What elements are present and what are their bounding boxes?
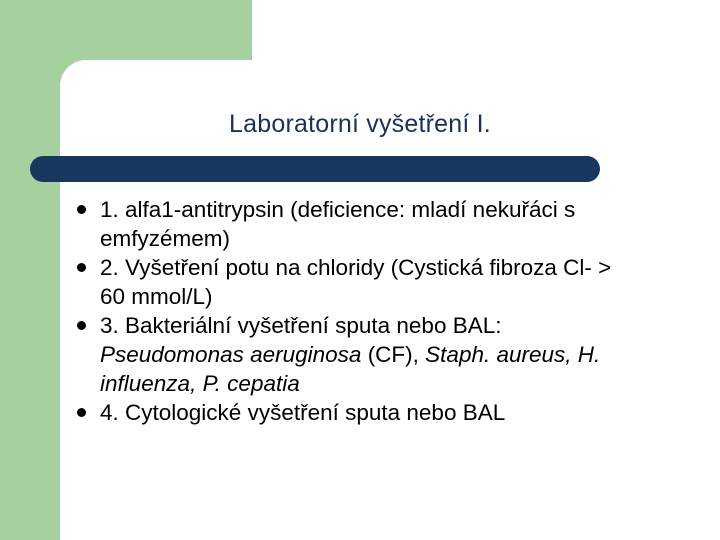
title-underline-bar: [30, 156, 600, 182]
bullet-text: 2. Vyšetření potu na chloridy (Cystická fibroza Cl- > 60 mmol/L): [100, 255, 612, 309]
bullet-icon: [77, 321, 86, 330]
list-item: [78, 195, 638, 253]
list-item: [78, 311, 638, 398]
bullet-text-middle: (CF),: [361, 342, 426, 367]
bullet-text: 4. Cytologické vyšetření sputa nebo BAL: [100, 400, 506, 425]
bullet-icon: [77, 205, 86, 214]
organism-name: Pseudomonas aeruginosa: [100, 342, 362, 367]
bullet-icon: [77, 263, 86, 272]
slide-title: Laboratorní vyšetření I.: [229, 110, 491, 138]
bullet-icon: [77, 408, 86, 417]
list-item: [78, 253, 638, 311]
bullet-text-prefix: 3. Bakteriální vyšetření sputa nebo BAL:: [100, 313, 502, 338]
bullet-text: 1. alfa1-antitrypsin (deficience: mladí nekuřáci s emfyzémem): [100, 197, 576, 251]
organism-names: Staph. aureus, H. influenza, P. cepatia: [100, 342, 601, 396]
bullet-list: [78, 195, 638, 427]
list-item: [78, 398, 638, 427]
